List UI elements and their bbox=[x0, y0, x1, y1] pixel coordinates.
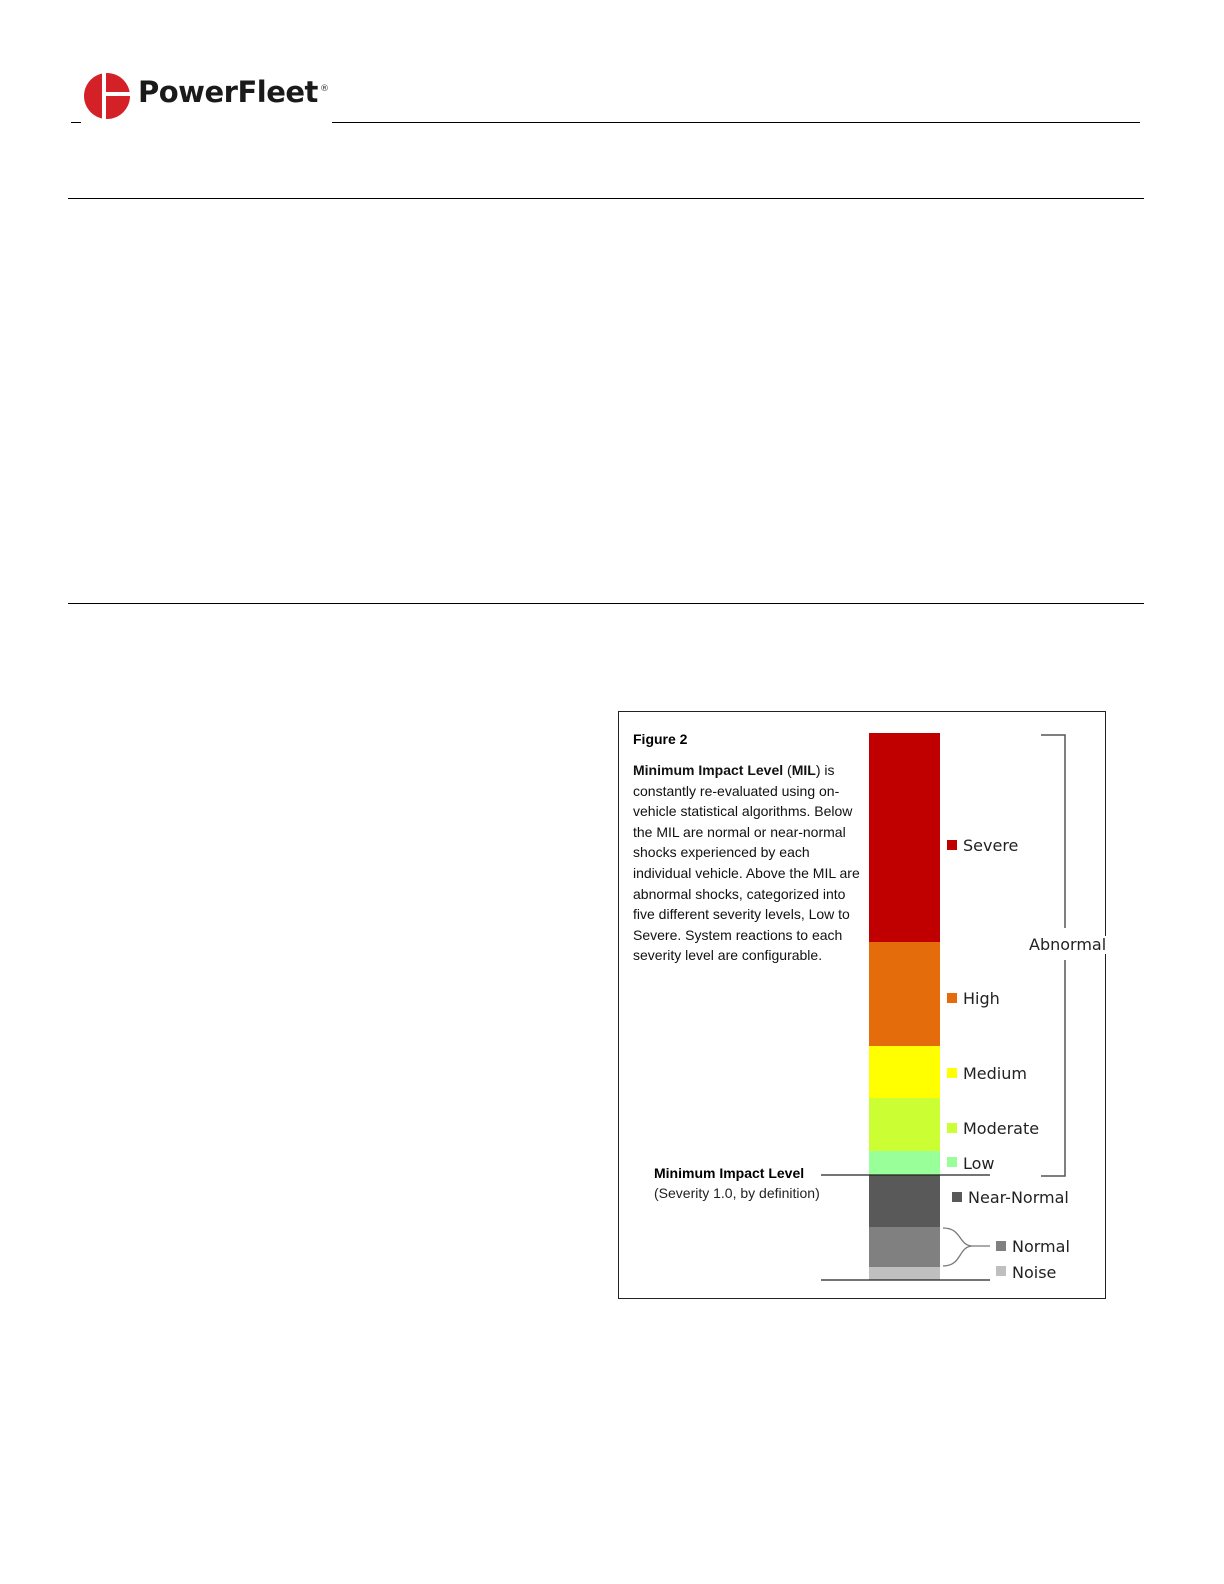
legend-label-severe: Severe bbox=[963, 836, 1019, 855]
desc-paren: ( bbox=[783, 762, 792, 778]
legend-swatch-moderate bbox=[947, 1123, 957, 1133]
legend-label-high: High bbox=[963, 989, 1000, 1008]
legend-label-noise: Noise bbox=[1012, 1263, 1057, 1282]
desc-text: ) is constantly re-evaluated using on-vehicle statistical algorithms. Below the MIL are normal or near-normal shocks experienced by each individual vehicle. Above the MIL are abnormal shocks, categorized into five different severity levels, Low to Severe. System reactions to each severity level are configurable. bbox=[633, 762, 860, 964]
legend-label-near-normal: Near-Normal bbox=[968, 1188, 1069, 1207]
legend-label-low: Low bbox=[963, 1154, 995, 1173]
desc-bold-mil-full: Minimum Impact Level bbox=[633, 762, 784, 778]
legend-swatch-near-normal bbox=[952, 1192, 962, 1202]
legend-swatch-high bbox=[947, 993, 957, 1003]
legend-swatch-normal bbox=[996, 1241, 1006, 1251]
normal-brace bbox=[943, 1228, 972, 1266]
legend-swatch-medium bbox=[947, 1068, 957, 1078]
legend-swatch-severe bbox=[947, 840, 957, 850]
mil-sublabel: (Severity 1.0, by definition) bbox=[654, 1185, 820, 1201]
desc-bold-mil: MIL bbox=[791, 762, 816, 778]
legend-swatch-low bbox=[947, 1157, 957, 1167]
logo-wordmark: PowerFleet bbox=[138, 75, 318, 109]
legend-label-normal: Normal bbox=[1012, 1237, 1070, 1256]
abnormal-label: Abnormal bbox=[1029, 935, 1107, 954]
legend-label-medium: Medium bbox=[963, 1064, 1027, 1083]
abnormal-bracket-lower bbox=[1041, 960, 1065, 1176]
registered-mark: ® bbox=[320, 84, 329, 94]
figure-title: Figure 2 bbox=[633, 731, 688, 747]
legend-swatch-noise bbox=[996, 1266, 1006, 1276]
legend-label-moderate: Moderate bbox=[963, 1119, 1040, 1138]
abnormal-bracket bbox=[1041, 735, 1065, 928]
mil-label: Minimum Impact Level bbox=[654, 1165, 805, 1181]
